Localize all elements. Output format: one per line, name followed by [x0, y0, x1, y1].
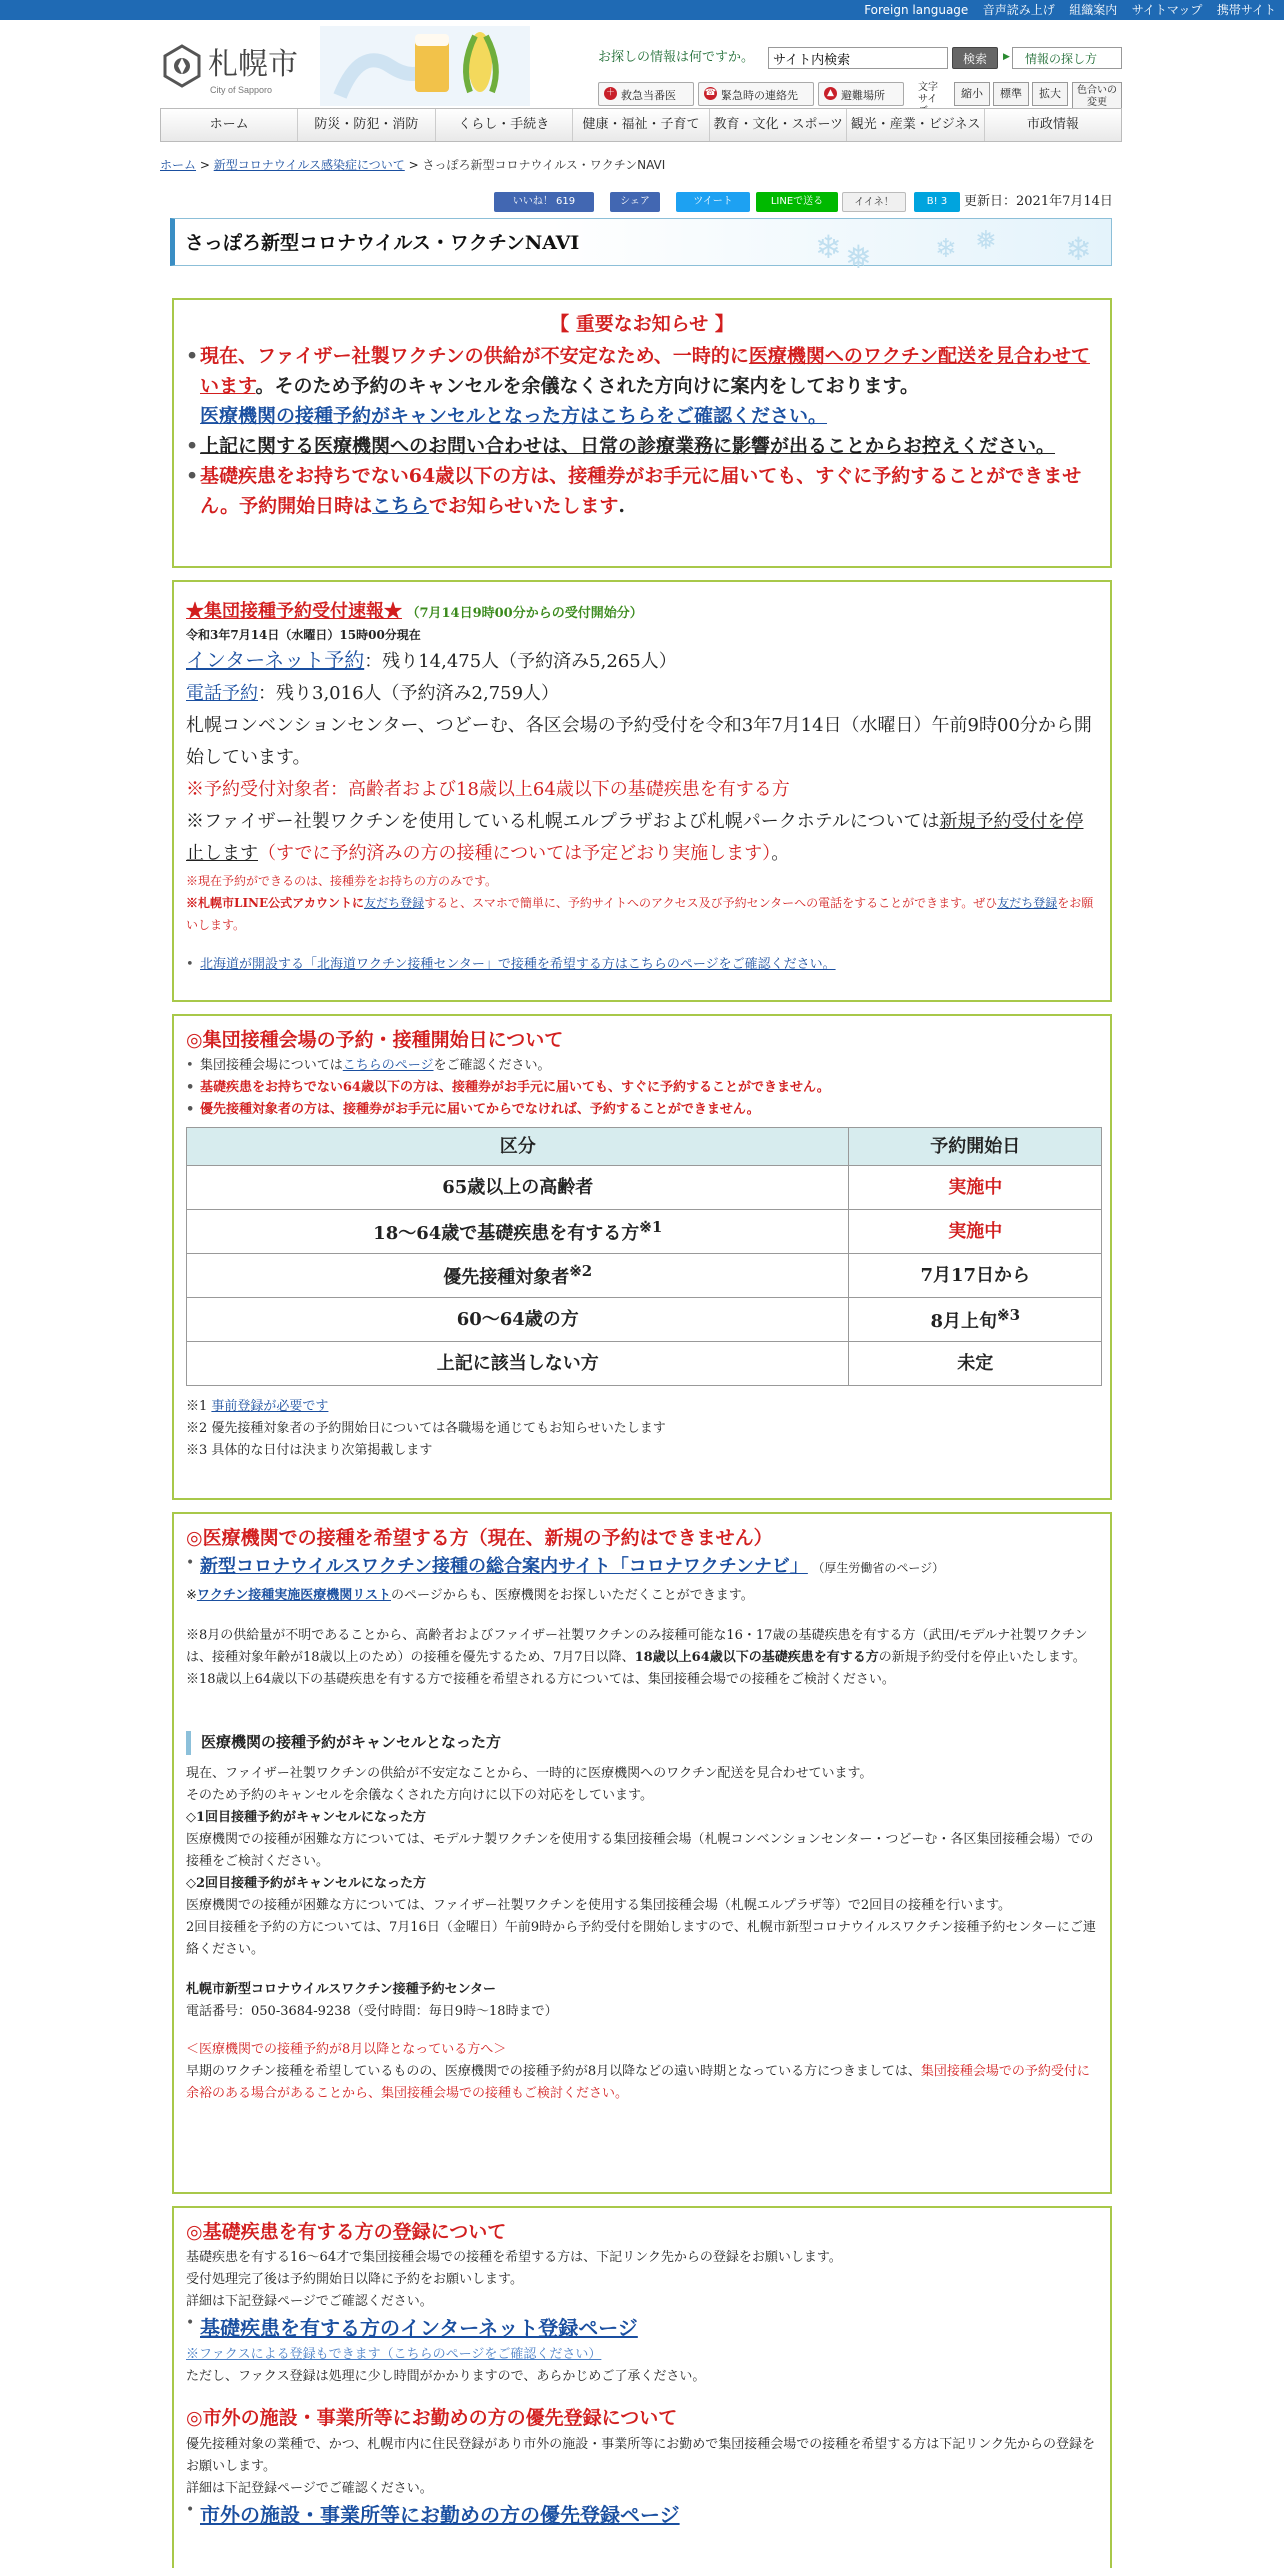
notice-text: 。そのため予約のキャンセルを余儀なくされた方向けに案内をしております。	[255, 375, 919, 398]
nav-living[interactable]: くらし・手続き	[436, 109, 573, 141]
cell-text: 18～64歳で基礎疾患を有する方	[373, 1222, 640, 1244]
beer-corn-header-image	[320, 26, 530, 106]
mobile-site-link[interactable]: 携帯サイト	[1216, 3, 1276, 17]
top-utility-bar	[0, 0, 1284, 20]
footnote-marker: ※3	[997, 1305, 1021, 1324]
booking-note: （7月14日9時00分からの受付開始分）	[406, 606, 643, 621]
schedule-box	[172, 1014, 1112, 1500]
tweet-button[interactable]: ツイート	[676, 192, 750, 212]
clinic-delivery-link[interactable]: 医療機関へのワクチン配送を見合わせています	[200, 345, 1090, 398]
fax-register-link[interactable]: ※ファクスによる登録もできます（こちらのページをご確認ください）	[186, 2347, 602, 2363]
table-row	[187, 1166, 1102, 1210]
evacuation-sites-button[interactable]	[818, 82, 904, 106]
cancelled-booking-link[interactable]: 医療機関の接種予約がキャンセルとなった方はこちらをご確認ください。	[200, 405, 828, 428]
footnote-marker: ※1	[639, 1217, 663, 1236]
page-title: さっぽろ新型コロナウイルス・ワクチンNAVI	[185, 232, 580, 254]
reg-text: 詳細は下記登録ページでご確認ください。	[186, 2480, 433, 2496]
important-notice-box	[172, 298, 1112, 568]
list-text: のページからも、医療機関をお探しいただくことができます。	[391, 1588, 754, 1604]
table-cell: 未定	[849, 1342, 1102, 1386]
table-cell	[187, 1254, 849, 1298]
howto-search-link[interactable]: ▶ 情報の探し方	[1012, 47, 1122, 69]
table-cell: 上記に該当しない方	[187, 1342, 849, 1386]
emergency-doctor-label: 救急当番医	[621, 89, 676, 102]
outside-worker-title: ◎市外の施設・事業所等にお勤めの方の優先登録について	[186, 2407, 678, 2430]
updated-date: 更新日：2021年7月14日	[964, 194, 1113, 209]
organization-link[interactable]: 組織案内	[1069, 3, 1118, 17]
table-cell: 実施中	[849, 1166, 1102, 1210]
line-note-end: をお願いします。	[186, 896, 1094, 933]
sapporo-logo[interactable]	[160, 40, 305, 96]
line-share-button[interactable]: LINEで送る	[756, 192, 838, 212]
footnote-3: ※3 具体的な日付は決まり次第掲載します	[186, 1443, 433, 1459]
bullet-text: 集団接種会場については	[200, 1058, 343, 1074]
notice-item	[186, 341, 1098, 431]
clinic-para-end: の新規予約受付を停止いたします。	[878, 1650, 1086, 1666]
logo-name: 札幌市	[208, 47, 298, 82]
logo-subtitle: City of Sapporo	[210, 85, 273, 95]
nav-disaster[interactable]: 防災・防犯・消防	[298, 109, 435, 141]
booking-asof: 令和3年7月14日（水曜日）15時00分現在	[186, 627, 421, 642]
color-change-button[interactable]: 色合いの変更	[1072, 82, 1122, 110]
snowflake-icon: ❄	[815, 228, 842, 266]
notice-item	[186, 431, 1098, 461]
footnote-2: ※2 優先接種対象者の予約開始日については各職場を通じてもお知らせいたします	[186, 1421, 666, 1437]
table-row	[187, 1342, 1102, 1386]
schedule-bullet: • 優先接種対象者の方は、接種券がお手元に届いてからでなければ、予約することができません。	[186, 1099, 1098, 1121]
table-cell: 60～64歳の方	[187, 1298, 849, 1342]
booking-small-note: ※現在予約ができるのは、接種券をお持ちの方のみです。	[186, 874, 498, 889]
snowflake-icon: ❄	[1065, 230, 1092, 268]
font-size-large-button[interactable]: 拡大	[1032, 82, 1068, 106]
notice-item: • 基礎疾患をお持ちでない64歳以下の方は、接種券がお手元に届いても、すぐに予約することができません。予約開始日時はこちらでお知らせいたします.	[186, 461, 1098, 521]
booking-paragraph: 札幌コンベンションセンター、つどーむ、各区会場の予約受付を令和3年7月14日（水曜日）午前9時00分から開始しています。	[186, 715, 1092, 769]
nav-tourism[interactable]: 観光・産業・ビジネス	[847, 109, 984, 141]
cancel-text: 現在、ファイザー社製ワクチンの供給が不安定なことから、一時的に医療機関へのワクチン配送を見合わせています。	[186, 1765, 873, 1781]
reg-text: 受付処理完了後は予約開始日以降に予約をお願いします。	[186, 2272, 523, 2288]
table-row	[187, 1210, 1102, 1254]
snowflake-icon: ❄	[935, 234, 957, 264]
august-heading: ＜医療機関での接種予約が8月以降となっている方へ＞	[186, 2041, 507, 2057]
table-cell: 実施中	[849, 1210, 1102, 1254]
clinic-para-bold: 18歳以上64歳以下の基礎疾患を有する方	[634, 1650, 879, 1666]
table-cell	[187, 1210, 849, 1254]
schedule-title: ◎集団接種会場の予約・接種開始日について	[186, 1029, 564, 1051]
stop-text: ※ファイザー社製ワクチンを使用している札幌エルプラザおよび札幌パークホテルについては	[186, 811, 940, 833]
font-size-small-button[interactable]: 縮小	[954, 82, 990, 106]
table-header: 予約開始日	[849, 1128, 1102, 1166]
schedule-bullet	[186, 1055, 1098, 1077]
registration-title: ◎基礎疾患を有する方の登録について	[186, 2221, 507, 2243]
clinic-para: ※8月の供給量が不明であることから、高齢者およびファイザー社製ワクチンのみ接種可能な16・17歳の基礎疾患を有する方（武田/モデルナ社製ワクチンは、接種対象年齢が18歳以上のため）の接種を優先するため、7月7日以降、	[186, 1628, 1088, 1666]
reg-text: 基礎疾患を有する16～64才で集団接種会場での接種を希望する方は、下記リンク先からの登録をお願いします。	[186, 2250, 842, 2266]
dose1-heading: ◇1回目接種予約がキャンセルになった方	[186, 1809, 427, 1825]
read-aloud-link[interactable]: 音声読み上げ	[982, 3, 1055, 17]
page-title-bar	[170, 218, 1112, 276]
booking-title: ★集団接種予約受付速報★	[186, 601, 402, 622]
dose2-heading: ◇2回目接種予約がキャンセルになった方	[186, 1875, 427, 1891]
dose2-text: 医療機関での接種が困難な方については、ファイザー社製ワクチンを使用する集団接種会場（札幌エルプラザ等）で2回目の接種を行います。	[186, 1897, 1012, 1913]
fax-note: ただし、ファクス登録は処理に少し時間がかかりますので、あらかじめご了承ください。	[186, 2369, 706, 2385]
booking-target: ※予約受付対象者：高齢者および18歳以上64歳以下の基礎疾患を有する方	[186, 779, 790, 801]
clinic-box	[172, 1512, 1112, 2194]
site-header	[0, 20, 1284, 108]
breadcrumb-covid[interactable]: 新型コロナウイルス感染症について	[213, 158, 405, 172]
navi-note: （厚生労働省のページ）	[812, 1561, 945, 1576]
table-cell: 7月17日から	[849, 1254, 1102, 1298]
line-friend-link-2[interactable]: 友だち登録	[997, 896, 1058, 911]
stop-underlined: 新規予約受付を停止します	[186, 811, 1084, 865]
footnote-marker: ※2	[569, 1261, 593, 1280]
search-button[interactable]: 検索	[952, 47, 998, 69]
font-size-label: 文字サイ	[918, 82, 938, 105]
emergency-contacts-label: 緊急時の連絡先	[721, 89, 798, 102]
registration-box	[172, 2206, 1112, 2568]
notice-text: 上記に関する医療機関へのお問い合わせは、日常の診療業務に影響が出ることからお控えください。	[200, 435, 1056, 458]
sitemap-link[interactable]: サイトマップ	[1131, 3, 1203, 17]
evacuation-icon: ▲	[824, 87, 837, 100]
table-row	[187, 1298, 1102, 1342]
foreign-language-link[interactable]: Foreign language	[864, 3, 969, 17]
booking-status-box	[172, 580, 1112, 1002]
notice-text: 基礎疾患をお持ちでない64歳以下の方は、接種券がお手元に届いても、すぐに予約することができません。予約開始日時は	[200, 465, 1082, 518]
cell-text: 8月上旬	[930, 1310, 997, 1332]
reg-text: 詳細は下記登録ページでご確認ください。	[186, 2294, 433, 2310]
cell-text: 優先接種対象者	[443, 1266, 570, 1288]
nav-city-admin[interactable]: 市政情報	[1026, 117, 1079, 132]
facebook-share-button[interactable]: シェア	[610, 192, 660, 212]
city-emblem-icon	[162, 44, 202, 88]
underlying-condition-register-link[interactable]: 基礎疾患を有する方のインターネット登録ページ	[200, 2316, 638, 2341]
outside-worker-register-link[interactable]: 市外の施設・事業所等にお勤めの方の優先登録ページ	[200, 2502, 680, 2527]
snowflake-icon: ❅	[845, 238, 872, 276]
breadcrumb-home[interactable]: ホーム	[160, 158, 197, 172]
internet-booking-link[interactable]: インターネット予約	[186, 648, 365, 673]
phone-icon: ☎	[704, 88, 717, 98]
medical-icon: ＋	[605, 88, 615, 98]
search-label: お探しの情報は何ですか。	[598, 50, 755, 65]
reg-text: 優先接種対象の業種で、かつ、札幌市内に住民登録があり市外の施設・事業所等にお勤めで集団接種会場での接種を希望する方は下記リンク先からの登録をお願いします。	[186, 2436, 1095, 2474]
internet-remaining: ：残り14,475人（予約済み5,265人）	[364, 651, 677, 673]
line-friend-link[interactable]: 友だち登録	[364, 896, 425, 911]
notice-text: 現在、ファイザー社製ワクチンの供給が不安定なため、一時的に	[200, 345, 749, 368]
notice-title: 【 重要なお知らせ 】	[550, 313, 734, 335]
font-size-standard-button[interactable]: 標準	[993, 82, 1029, 106]
bullet-text: をご確認ください。	[433, 1058, 551, 1074]
center-tel: 電話番号：050-3684-9238（受付時間：毎日9時～18時まで）	[186, 2003, 558, 2019]
dose2-text: 2回目接種を予約の方については、7月16日（金曜日）午前9時から予約受付を開始しますので、札幌市新型コロナウイルスワクチン接種予約センターにご連絡ください。	[186, 1919, 1096, 1957]
iine-button[interactable]: イイネ！	[842, 192, 906, 212]
nav-health[interactable]: 健康・福祉・子育て	[573, 109, 710, 141]
reservation-start-link[interactable]: こちら	[372, 495, 429, 518]
table-cell	[849, 1298, 1102, 1342]
cancel-subheading: 医療機関の接種予約がキャンセルとなった方	[186, 1731, 1098, 1754]
breadcrumb: ホーム > 新型コロナウイルス感染症について > さっぽろ新型コロナウイルス・ワクチンNAVI	[160, 158, 666, 172]
august-text: 早期のワクチン接種を希望しているものの、医療機関での接種予約が8月以降などの遠い時期となっている方につきましては、	[186, 2063, 921, 2079]
center-name: 札幌市新型コロナウイルスワクチン接種予約センター	[186, 1981, 497, 1997]
schedule-table	[186, 1127, 1102, 1386]
table-row	[187, 1254, 1102, 1298]
hatena-bookmark-button[interactable]: B! 3	[914, 192, 960, 212]
schedule-bullet: • 基礎疾患をお持ちでない64歳以下の方は、接種券がお手元に届いても、すぐに予約することができません。	[186, 1077, 1098, 1099]
line-note-text: すると、スマホで簡単に、予約サイトへのアクセス及び予約センターへの電話をすることができます。ぜひ	[424, 896, 998, 911]
line-note: ※札幌市LINE公式アカウントに	[186, 896, 365, 911]
list-mark: ※	[186, 1588, 197, 1604]
stop-note: （すでに予約済みの方の接種については予定どおり実施します）	[258, 843, 772, 865]
mass-venue-link[interactable]: こちらのページ	[342, 1058, 434, 1074]
evacuation-sites-label: 避難場所	[841, 89, 885, 102]
phone-remaining: ：残り3,016人（予約済み2,759人）	[258, 683, 560, 705]
clinic-para-2: ※18歳以上64歳以下の基礎疾患を有する方で接種を希望される方については、集団接種会場での接種をご検討ください。	[186, 1672, 895, 1688]
pre-registration-link[interactable]: 事前登録が必要です	[211, 1399, 329, 1415]
breadcrumb-current: さっぽろ新型コロナウイルス・ワクチンNAVI	[422, 158, 666, 172]
clinic-list-link[interactable]: ワクチン接種実施医療機関リスト	[196, 1588, 391, 1604]
august-red-text: 集団接種会場での予約受付に余裕のある場合があることから、集団接種会場での接種もご検討ください。	[186, 2063, 1090, 2101]
table-header: 区分	[187, 1128, 849, 1166]
nav-home[interactable]: ホーム	[161, 109, 298, 141]
hokkaido-center-link[interactable]: 北海道が開設する「北海道ワクチン接種センター」で接種を希望する方はこちらのページをご確認ください。	[200, 957, 836, 973]
facebook-like-button[interactable]: いいね！ 619	[494, 192, 594, 212]
emergency-contacts-button[interactable]	[698, 82, 814, 106]
emergency-doctor-button[interactable]	[598, 82, 694, 106]
footnote-text: ※1	[186, 1399, 212, 1415]
main-nav	[160, 108, 1122, 142]
snowflake-icon: ❅	[975, 226, 997, 256]
dose1-text: 医療機関での接種が困難な方については、モデルナ製ワクチンを使用する集団接種会場（札幌コンベンションセンター・つどーむ・各区集団接種会場）での接種をご検討ください。	[186, 1831, 1094, 1869]
phone-booking-link[interactable]: 電話予約	[186, 683, 258, 705]
clinic-title: ◎医療機関での接種を希望する方（現在、新規の予約はできません）	[186, 1527, 773, 1549]
table-cell: 65歳以上の高齢者	[187, 1166, 849, 1210]
stop-period: 。	[771, 843, 790, 865]
cancel-text: そのため予約のキャンセルを余儀なくされた方向けに以下の対応をしています。	[186, 1787, 653, 1803]
site-search-input[interactable]	[768, 47, 948, 69]
notice-text: でお知らせいたします	[428, 495, 619, 518]
corona-navi-link[interactable]: 新型コロナウイルスワクチン接種の総合案内サイト「コロナワクチンナビ」	[200, 1556, 808, 1578]
nav-education[interactable]: 教育・文化・スポーツ	[710, 109, 847, 141]
